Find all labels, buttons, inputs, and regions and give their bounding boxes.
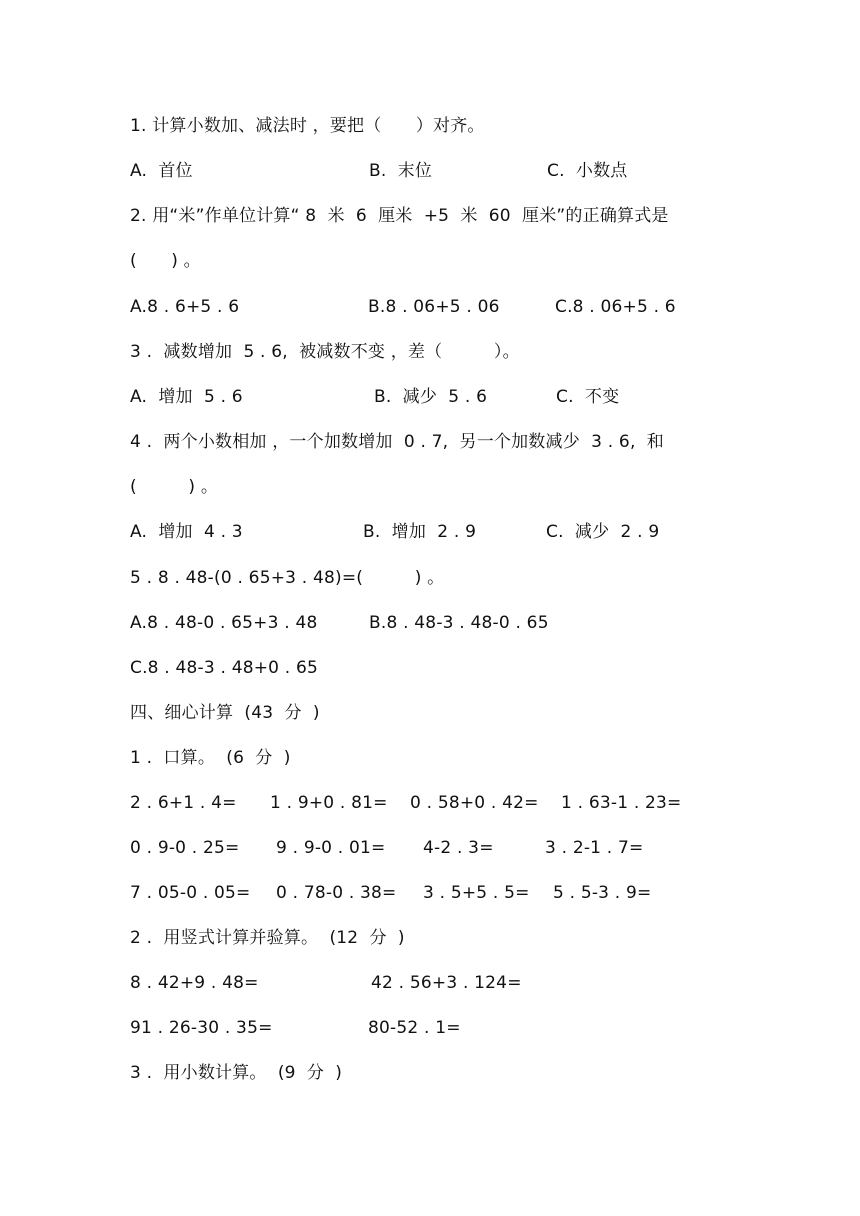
question-2-stem-line2: ( ) 。 — [130, 251, 201, 271]
mental-math-item: 2 . 6+1 . 4= — [130, 793, 237, 813]
question-2-option-a: A.8 . 6+5 . 6 — [130, 297, 240, 317]
mental-math-item: 1 . 9+0 . 81= — [270, 793, 388, 813]
part-1-title: 1 . 口算。 (6 分 ) — [130, 748, 291, 768]
mental-math-item: 3 . 2-1 . 7= — [545, 838, 644, 858]
mental-math-item: 0 . 78-0 . 38= — [276, 883, 397, 903]
question-1-option-a: A. 首位 — [130, 161, 193, 181]
question-3-option-c: C. 不变 — [556, 387, 620, 407]
mental-math-item: 3 . 5+5 . 5= — [423, 883, 530, 903]
question-4-option-b: B. 增加 2 . 9 — [363, 522, 477, 542]
question-4-stem-line2: ( ) 。 — [130, 477, 219, 497]
vertical-calc-item: 80-52 . 1= — [368, 1018, 461, 1038]
question-4-option-c: C. 减少 2 . 9 — [546, 522, 660, 542]
question-4-stem-line1: 4 . 两个小数相加 ，一个加数增加 0 . 7, 另一个加数减少 3 . 6, 和 — [130, 432, 664, 452]
mental-math-item: 0 . 58+0 . 42= — [410, 793, 539, 813]
mental-math-item: 1 . 63-1 . 23= — [561, 793, 682, 813]
vertical-calc-item: 8 . 42+9 . 48= — [130, 973, 259, 993]
section-4-title: 四、细心计算 (43 分 ) — [130, 703, 320, 723]
question-1-option-b: B. 末位 — [369, 161, 433, 181]
question-2-option-c: C.8 . 06+5 . 6 — [555, 297, 676, 317]
question-3-stem: 3 . 减数增加 5 . 6, 被减数不变 ，差（ ）。 — [130, 342, 520, 362]
question-2-stem-line1: 2. 用“米”作单位计算“ 8 米 6 厘米 +5 米 60 厘米”的正确算式是 — [130, 206, 669, 226]
vertical-calc-item: 42 . 56+3 . 124= — [371, 973, 522, 993]
question-5-option-a: A.8 . 48-0 . 65+3 . 48 — [130, 613, 318, 633]
mental-math-item: 4-2 . 3= — [423, 838, 494, 858]
part-2-title: 2 . 用竖式计算并验算。 (12 分 ) — [130, 928, 405, 948]
mental-math-item: 0 . 9-0 . 25= — [130, 838, 240, 858]
question-5-option-b: B.8 . 48-3 . 48-0 . 65 — [369, 613, 549, 633]
question-2-option-b: B.8 . 06+5 . 06 — [368, 297, 500, 317]
question-3-option-a: A. 增加 5 . 6 — [130, 387, 243, 407]
vertical-calc-item: 91 . 26-30 . 35= — [130, 1018, 273, 1038]
question-1-option-c: C. 小数点 — [547, 161, 628, 181]
part-3-title: 3 . 用小数计算。 (9 分 ) — [130, 1063, 343, 1083]
question-5-stem: 5 . 8 . 48-(0 . 65+3 . 48)=( ) 。 — [130, 568, 445, 588]
mental-math-item: 7 . 05-0 . 05= — [130, 883, 251, 903]
question-1-stem: 1. 计算小数加、减法时 ，要把（ ）对齐。 — [130, 116, 485, 136]
question-5-option-c: C.8 . 48-3 . 48+0 . 65 — [130, 658, 319, 678]
mental-math-item: 5 . 5-3 . 9= — [553, 883, 652, 903]
mental-math-item: 9 . 9-0 . 01= — [276, 838, 386, 858]
question-3-option-b: B. 减少 5 . 6 — [374, 387, 488, 407]
question-4-option-a: A. 增加 4 . 3 — [130, 522, 243, 542]
